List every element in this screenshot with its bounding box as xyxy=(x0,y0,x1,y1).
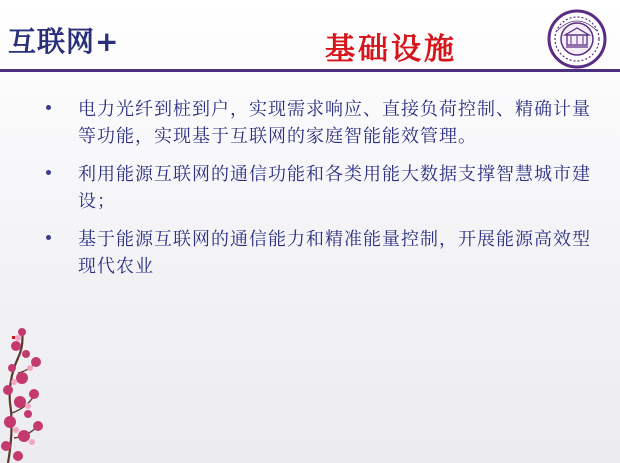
page-title: 基础设施 xyxy=(325,32,457,67)
list-item-text: 基于能源互联网的通信能力和精准能量控制，开展能源高效型现代农业 xyxy=(78,229,591,277)
bullet-icon xyxy=(46,105,51,110)
bullet-icon xyxy=(46,170,51,175)
list-item xyxy=(34,161,594,215)
list-item-text: 利用能源互联网的通信功能和各类用能大数据支撑智慧城市建设； xyxy=(78,164,591,212)
bullet-icon xyxy=(46,235,51,240)
section-label: 互联网+ xyxy=(8,25,120,58)
list-item xyxy=(34,96,594,150)
list-item xyxy=(34,226,594,280)
plum-blossom-branch-icon xyxy=(0,318,70,463)
university-seal-icon xyxy=(547,9,607,69)
header-divider xyxy=(0,69,620,72)
list-item-text: 电力光纤到桩到户，实现需求响应、直接负荷控制、精确计量等功能，实现基于互联网的家庭智能能效管理。 xyxy=(78,99,591,147)
bullet-list xyxy=(34,96,594,291)
